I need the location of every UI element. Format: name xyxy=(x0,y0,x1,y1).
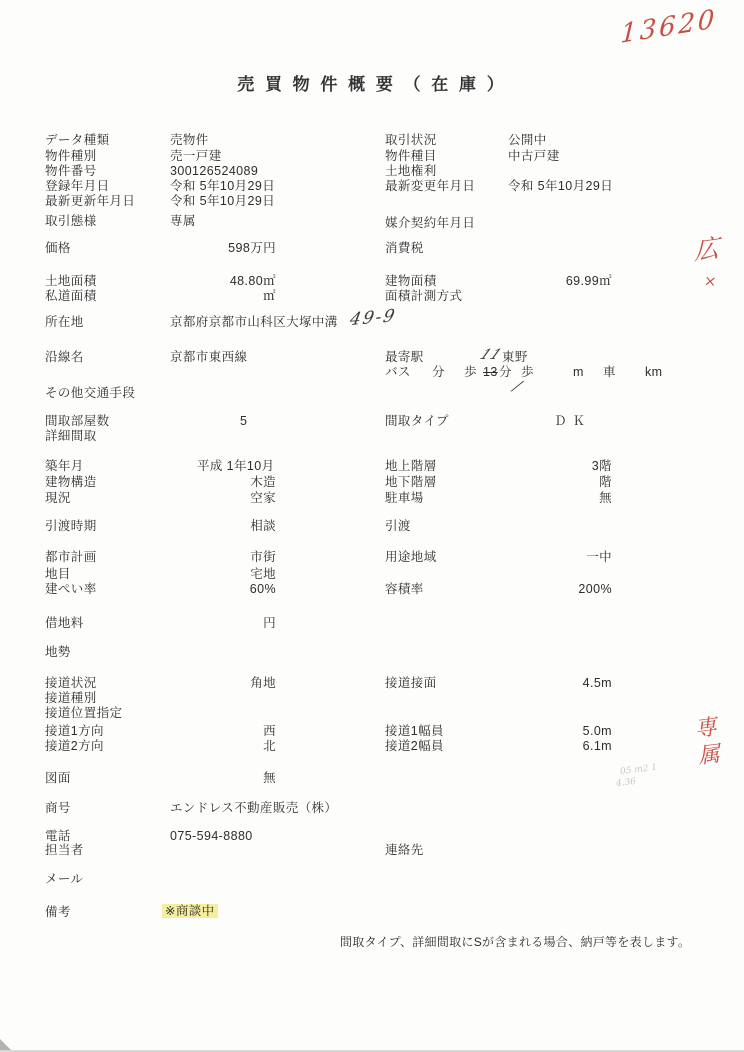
value-road-frontage: 4.5m xyxy=(582,676,612,690)
handwritten-vertical-note: 専属 xyxy=(689,714,722,772)
value-property-category: 売一戸建 xyxy=(170,149,222,163)
label-location: 所在地 xyxy=(45,315,84,329)
value-room-count: 5 xyxy=(240,414,248,428)
label-land-area: 土地面積 xyxy=(45,274,97,288)
value-company: エンドレス不動産販売（株） xyxy=(170,801,338,815)
label-road1-direction: 接道1方向 xyxy=(45,724,104,738)
label-handover-time: 引渡時期 xyxy=(45,519,97,533)
label-built-date: 築年月 xyxy=(45,459,84,473)
value-building-area: 69.99㎡ xyxy=(565,274,612,288)
access-km-unit: km xyxy=(645,365,663,379)
label-road-type: 接道種別 xyxy=(45,691,97,705)
label-floor-area-ratio: 容積率 xyxy=(385,582,424,596)
value-last-change-date: 令和 5年10月29日 xyxy=(508,179,614,193)
label-mediation-date: 媒介契約年月日 xyxy=(385,216,476,230)
value-road1-width: 5.0m xyxy=(582,724,612,738)
value-line-name: 京都市東西線 xyxy=(170,350,248,364)
label-email: メール xyxy=(45,872,84,886)
footer-note: 間取タイプ、詳細間取にSが含まれる場合、納戸等を表します。 xyxy=(340,935,691,949)
label-layout-type: 間取タイプ xyxy=(385,414,449,428)
access-bus-label: バス xyxy=(385,365,411,379)
value-property-type: 中古戸建 xyxy=(508,149,560,163)
value-remarks xyxy=(162,905,218,919)
value-coverage-ratio: 60% xyxy=(249,582,276,596)
label-area-measurement: 面積計測方式 xyxy=(385,289,463,303)
label-city-planning: 都市計画 xyxy=(45,550,97,564)
label-land-rent: 借地料 xyxy=(45,616,84,630)
label-building-area: 建物面積 xyxy=(385,274,437,288)
label-registration-date: 登録年月日 xyxy=(45,179,110,193)
value-floors-below: 階 xyxy=(599,475,612,489)
value-zoning: 一中 xyxy=(586,550,612,564)
handwritten-margin-note: 広 xyxy=(694,233,719,266)
value-road2-width: 6.1m xyxy=(582,739,612,753)
value-land-category: 宅地 xyxy=(250,567,276,581)
label-last-update-date: 最新更新年月日 xyxy=(45,194,136,208)
label-property-number: 物件番号 xyxy=(45,164,97,178)
label-property-type: 物件種目 xyxy=(385,149,437,163)
value-road-situation: 角地 xyxy=(250,676,276,690)
pencil-scribble-line1: 05 m2 1 xyxy=(619,762,658,778)
label-price: 価格 xyxy=(45,241,71,255)
label-other-transport: その他交通手段 xyxy=(45,386,136,400)
value-property-number: 300126524089 xyxy=(170,164,259,178)
value-road1-direction: 西 xyxy=(263,724,276,738)
value-structure: 木造 xyxy=(250,475,276,489)
value-layout-type: ＤＫ xyxy=(554,414,592,428)
label-land-rights: 土地権利 xyxy=(385,164,437,178)
label-contact: 連絡先 xyxy=(385,843,424,857)
value-handover-time: 相談 xyxy=(250,519,276,533)
label-structure: 建物構造 xyxy=(45,475,97,489)
label-line-name: 沿線名 xyxy=(45,350,84,364)
label-floors-below: 地下階層 xyxy=(385,475,437,489)
value-transaction-mode: 専属 xyxy=(170,214,196,228)
access-bus-minutes-unit: 分 xyxy=(432,365,445,379)
label-road-position: 接道位置指定 xyxy=(45,706,123,720)
value-phone: 075-594-8880 xyxy=(170,829,253,843)
value-registration-date: 令和 5年10月29日 xyxy=(170,179,276,193)
value-land-area: 48.80㎡ xyxy=(229,274,276,288)
label-zoning: 用途地域 xyxy=(385,550,437,564)
label-contact-person: 担当者 xyxy=(45,843,84,857)
label-private-road-area: 私道面積 xyxy=(45,289,97,303)
label-parking: 駐車場 xyxy=(385,491,424,505)
label-consumption-tax: 消費税 xyxy=(385,241,424,255)
value-current-status: 空家 xyxy=(250,491,276,505)
label-company: 商号 xyxy=(45,801,71,815)
value-floor-area-ratio: 200% xyxy=(578,582,612,596)
value-drawing: 無 xyxy=(263,771,276,785)
access-walk-minutes-struck: 13 xyxy=(483,365,498,379)
value-price: 598万円 xyxy=(228,241,276,255)
label-coverage-ratio: 建ぺい率 xyxy=(45,582,97,596)
access-meter-unit: m xyxy=(573,365,584,379)
label-data-type: データ種類 xyxy=(45,133,110,147)
label-last-change-date: 最新変更年月日 xyxy=(385,179,476,193)
label-current-status: 現況 xyxy=(45,491,71,505)
label-transaction-mode: 取引態様 xyxy=(45,214,97,228)
label-road2-direction: 接道2方向 xyxy=(45,739,104,753)
value-land-rent: 円 xyxy=(263,616,276,630)
value-built-date: 平成 1年10月 xyxy=(197,459,275,473)
value-city-planning: 市街 xyxy=(250,550,276,564)
handwritten-ref-number: 13620 xyxy=(619,4,718,50)
label-remarks: 備考 xyxy=(45,905,71,919)
handwritten-cross-mark: × xyxy=(703,271,718,291)
value-last-update-date: 令和 5年10月29日 xyxy=(170,194,276,208)
label-road2-width: 接道2幅員 xyxy=(385,739,444,753)
remarks-highlight: ※商談中 xyxy=(162,904,218,918)
label-road1-width: 接道1幅員 xyxy=(385,724,444,738)
label-drawing: 図面 xyxy=(45,771,71,785)
value-private-road-area: ㎡ xyxy=(263,289,276,303)
value-parking: 無 xyxy=(599,491,612,505)
handwritten-address-lot: 49-9 xyxy=(348,305,399,331)
label-property-category: 物件種別 xyxy=(45,149,97,163)
pencil-scribble-line2: 4.36 xyxy=(615,776,637,790)
value-floors-above: 3階 xyxy=(591,459,612,473)
label-topography: 地勢 xyxy=(45,645,71,659)
access-car-label: 車 xyxy=(603,365,616,379)
label-road-frontage: 接道接面 xyxy=(385,676,437,690)
access-walk-minutes-unit: 分 xyxy=(499,365,512,379)
handwritten-slash-mark: / xyxy=(510,377,525,395)
label-detailed-layout: 詳細間取 xyxy=(45,429,97,443)
label-road-situation: 接道状況 xyxy=(45,676,97,690)
label-phone: 電話 xyxy=(45,829,71,843)
handwritten-station-minutes: 11 xyxy=(476,347,506,363)
access-walk2-label: 歩 xyxy=(521,365,534,379)
document-title: 売 買 物 件 概 要 （ 在 庫 ） xyxy=(237,75,507,94)
value-transaction-status: 公開中 xyxy=(508,133,547,147)
value-data-type: 売物件 xyxy=(170,133,209,147)
label-nearest-station: 最寄駅 xyxy=(385,350,424,364)
access-walk-label: 歩 xyxy=(464,365,477,379)
label-land-category: 地目 xyxy=(45,567,71,581)
label-room-count: 間取部屋数 xyxy=(45,414,110,428)
label-transaction-status: 取引状況 xyxy=(385,133,437,147)
value-nearest-station: 東野 xyxy=(502,350,528,364)
value-road2-direction: 北 xyxy=(263,739,276,753)
value-location: 京都府京都市山科区大塚中溝 xyxy=(170,315,338,329)
label-floors-above: 地上階層 xyxy=(385,459,437,473)
label-handover: 引渡 xyxy=(385,519,411,533)
